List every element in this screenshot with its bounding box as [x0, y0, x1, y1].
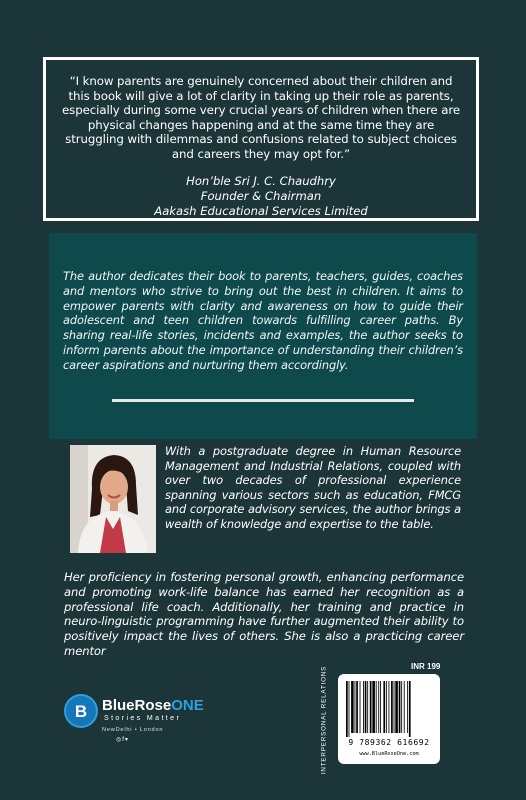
social-icons: ◎f▾	[116, 737, 129, 743]
endorsement-quote-box	[43, 57, 479, 221]
publisher-tagline: Stories Matter	[104, 715, 182, 722]
dedication-text: The author dedicates their book to parents, teachers, guides, coaches and mentors who strive to bring out the best in children. It aims to empower parents with clarity and awareness on how to guide their adolescent and teen children towards fulfilling career paths. By sharing real-life stories, incidents and examples, the author seeks to inform parents about the importance of understanding their children’s career aspirations and nurturing them accordingly.	[63, 269, 463, 372]
dedication-panel	[49, 233, 477, 439]
section-divider	[112, 399, 414, 402]
author-photo	[70, 445, 156, 553]
endorser-organization: Aakash Educational Services Limited	[154, 204, 368, 218]
publisher-logo	[64, 694, 204, 744]
barcode-icon	[346, 681, 432, 737]
genre-label	[318, 665, 330, 775]
author-bio-paragraph-2: Her proficiency in fostering personal growth, enhancing performance and promoting work-life balance has earned her recognition as a professional life coach. Additionally, her training and practice in neuro-linguistic programming have further augmented their ability to positively impact the lives of others. She is also a practicing career mentor	[64, 570, 464, 658]
endorser-name: Hon’ble Sri J. C. Chaudhry	[186, 174, 336, 188]
publisher-website: www.BlueRoseOne.com	[359, 751, 419, 757]
isbn-barcode	[338, 674, 440, 764]
logo-letter: B	[74, 702, 88, 721]
endorser-role: Founder & Chairman	[200, 189, 322, 203]
publisher-name-part1: BlueRose	[102, 697, 172, 714]
publisher-name	[102, 697, 204, 714]
endorsement-quote-text: “I know parents are genuinely concerned about their children and this book will give a lot of clarity in taking up their role as parents, especially during some very crucial years of children when there are physical changes happening and at the same time they are struggling with dilemmas and confusions related to subject choices and careers they may opt for.”	[62, 74, 461, 161]
author-bio-paragraph-1: With a postgraduate degree in Human Resource Management and Industrial Relations, coupled with over two decades of professional experience spanning various sectors such as education, FMCG and corporate advisory services, the author brings a wealth of knowledge and expertise to the table.	[165, 444, 461, 531]
isbn-number: 9 789362 616692	[348, 738, 430, 747]
publisher-cities: NewDelhi • London	[102, 727, 164, 733]
genre-text: INTERPERSONAL RELATIONS	[320, 665, 328, 775]
author-portrait-icon	[70, 445, 156, 553]
price-label: INR 199	[411, 662, 441, 671]
bluerose-logo-icon	[64, 694, 98, 728]
publisher-name-part2: ONE	[171, 697, 204, 714]
endorsement-attribution	[62, 174, 460, 219]
